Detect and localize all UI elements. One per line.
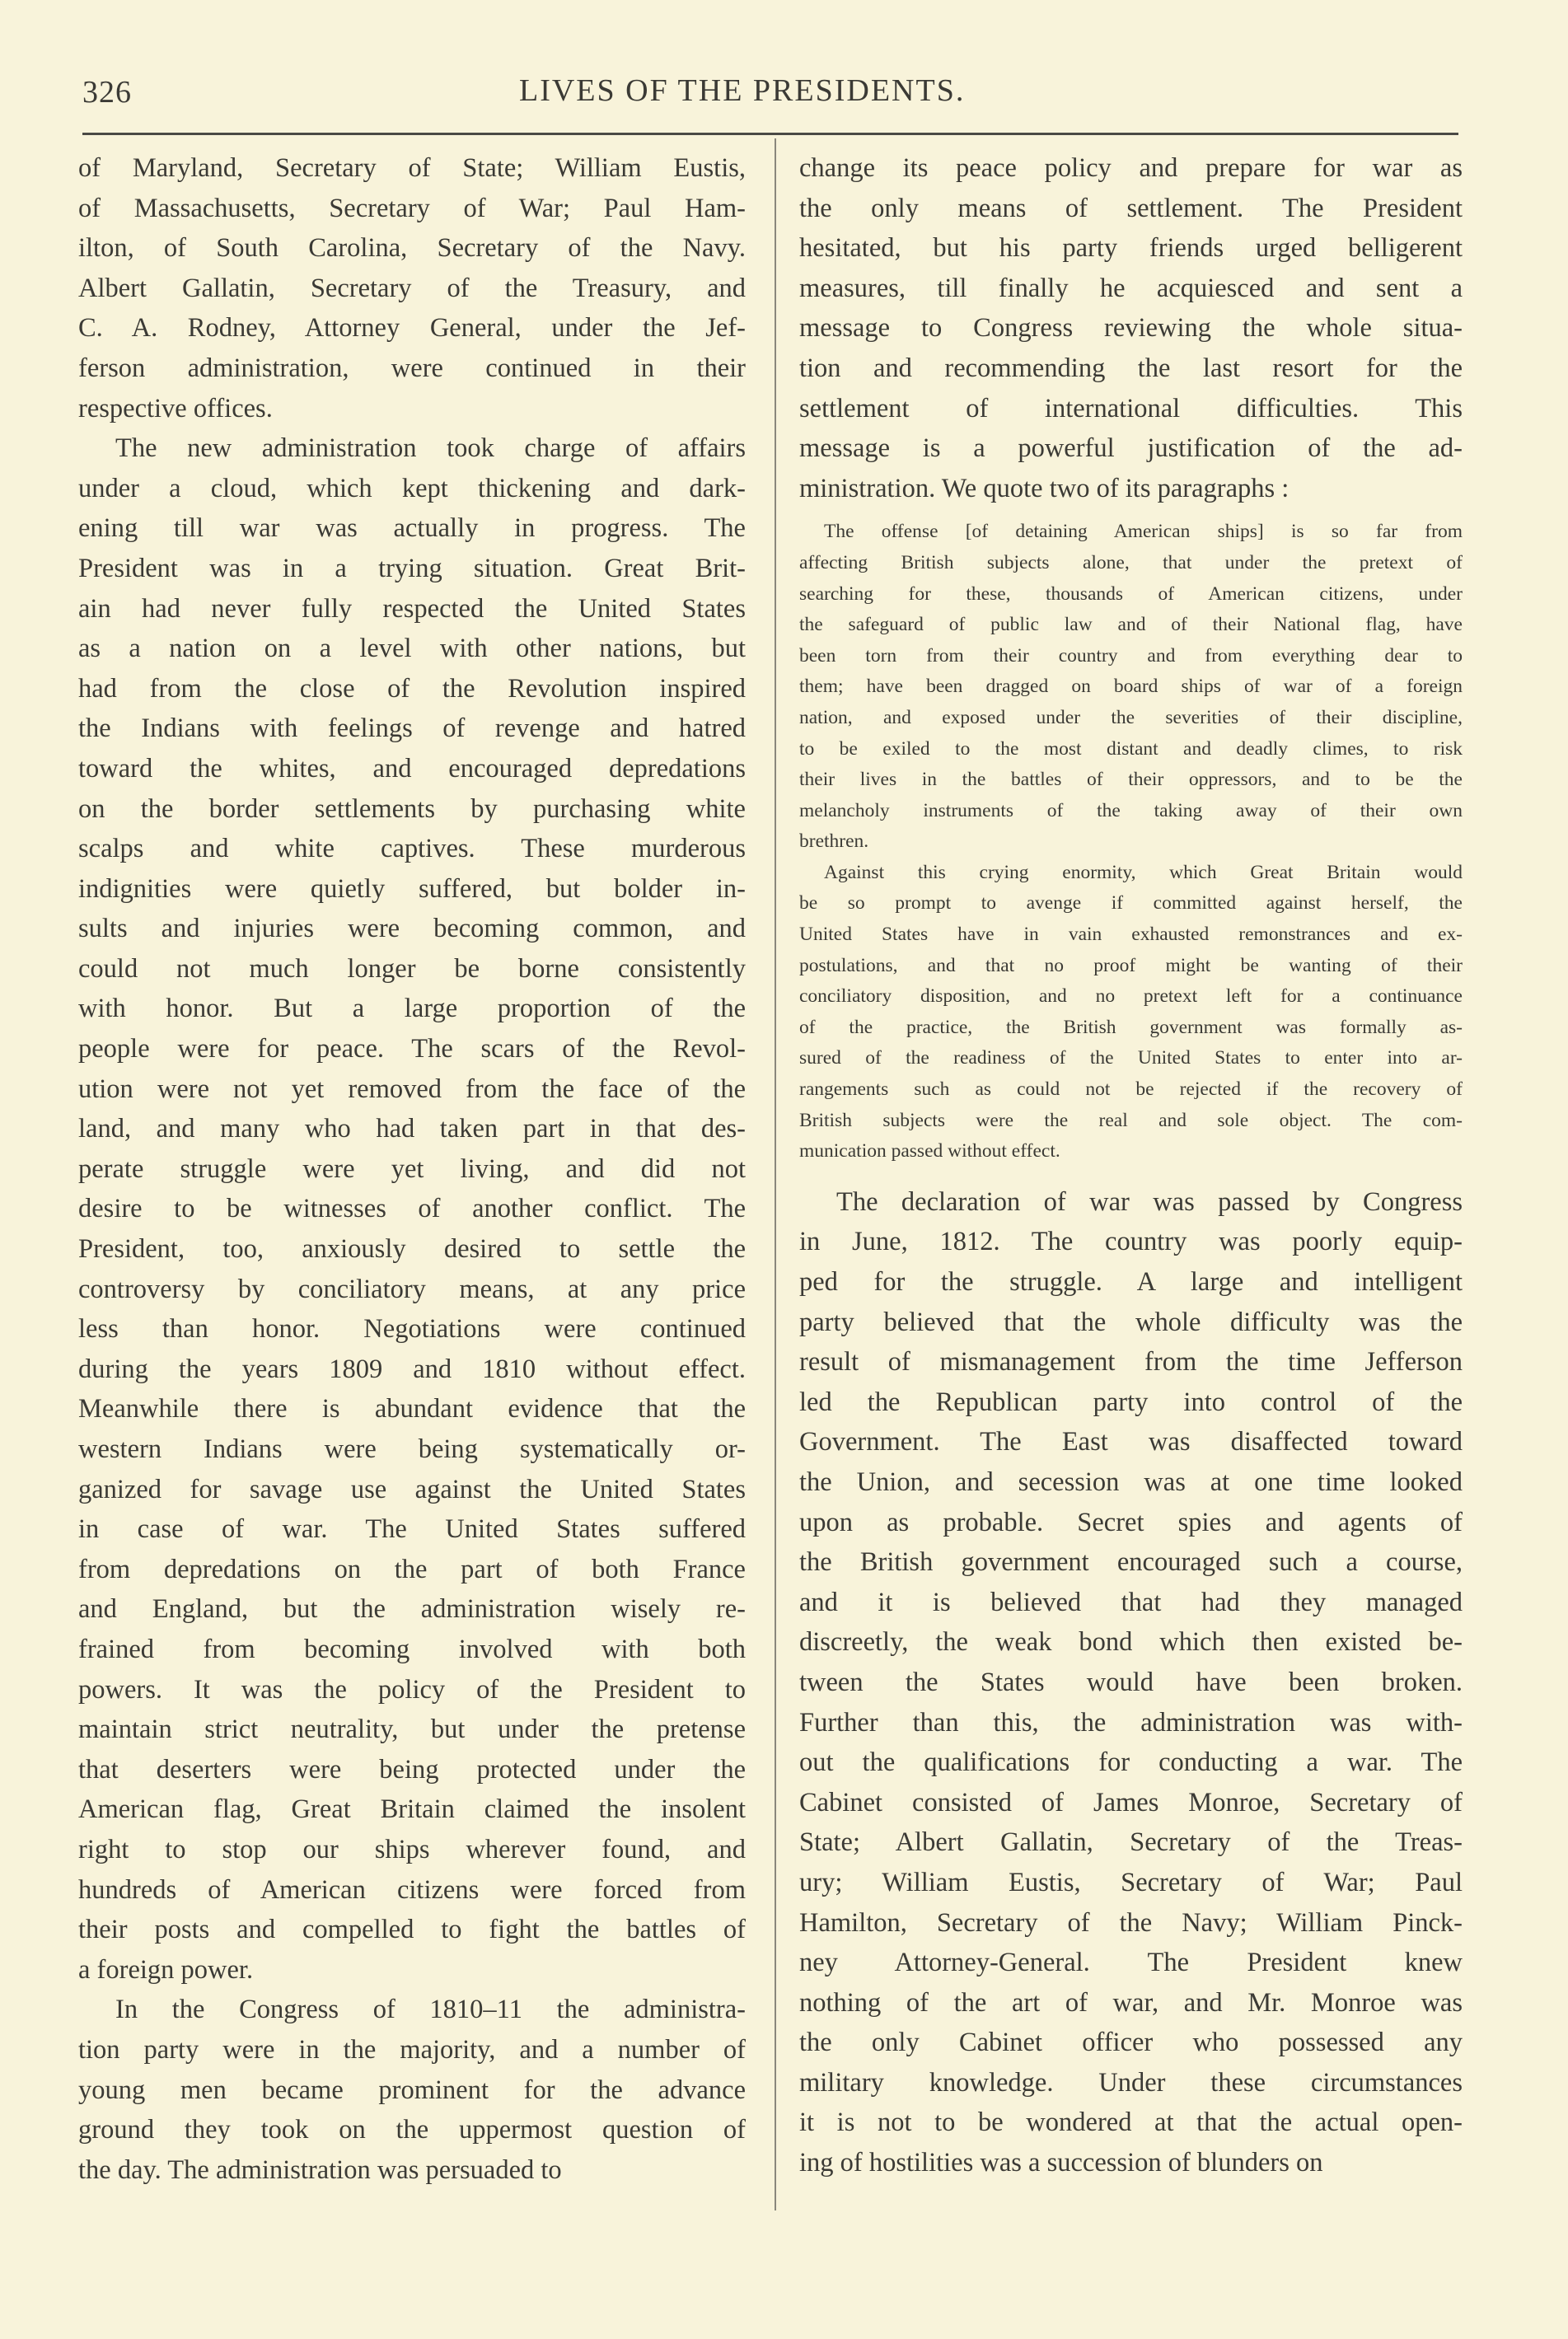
- text-line: The new administration took charge of affairs: [115, 433, 746, 464]
- text-line: sured of the readiness of the United States to enter into ar-: [799, 1047, 1463, 1069]
- text-line: their lives in the battles of their oppressors, and to be the: [799, 769, 1463, 791]
- text-line: tion party were in the majority, and a number of: [78, 2034, 746, 2065]
- text-line: controversy by conciliatory means, at any price: [78, 1274, 746, 1304]
- text-line: ped for the struggle. A large and intelligent: [799, 1267, 1463, 1297]
- text-line: desire to be witnesses of another conflict. The: [78, 1194, 746, 1224]
- text-line: scalps and white captives. These murderous: [78, 834, 746, 864]
- text-line: C. A. Rodney, Attorney General, under the Jef-: [78, 313, 746, 344]
- text-line: nation, and exposed under the severities of their discipline,: [799, 706, 1463, 728]
- text-line: message is a powerful justification of the ad-: [799, 433, 1463, 464]
- text-line: them; have been dragged on board ships of war of a foreign: [799, 676, 1463, 698]
- text-line: powers. It was the policy of the President to: [78, 1674, 746, 1705]
- text-line: frained from becoming involved with both: [78, 1634, 746, 1664]
- text-line: the safeguard of public law and of their National flag, have: [799, 614, 1463, 636]
- left-column: [78, 148, 746, 2190]
- text-line: of Maryland, Secretary of State; William Eustis,: [78, 153, 746, 183]
- text-line: people were for peace. The scars of the Revol-: [78, 1034, 746, 1064]
- text-line: The declaration of war was passed by Congress: [836, 1186, 1463, 1217]
- text-line: a foreign power.: [78, 1954, 254, 1985]
- text-line: ening till war was actually in progress. The: [78, 513, 746, 544]
- text-line: with honor. But a large proportion of the: [78, 994, 746, 1024]
- text-line: In the Congress of 1810–11 the administra-: [115, 1995, 746, 2025]
- text-line: indignities were quietly suffered, but bolder in-: [78, 873, 746, 904]
- text-line: hesitated, but his party friends urged belligerent: [799, 233, 1463, 264]
- text-line: Cabinet consisted of James Monroe, Secretary of: [799, 1787, 1463, 1817]
- right-column: [799, 148, 1463, 2183]
- text-line: be so prompt to avenge if committed against herself, the: [799, 892, 1463, 915]
- text-line: The offense [of detaining American ships] is so far from: [824, 521, 1463, 543]
- text-line: tion and recommending the last resort for the: [799, 353, 1463, 383]
- text-line: the Union, and secession was at one time looked: [799, 1467, 1463, 1497]
- text-line: Albert Gallatin, Secretary of the Treasury, and: [78, 273, 746, 303]
- text-line: on the border settlements by purchasing white: [78, 793, 746, 824]
- text-line: sults and injuries were becoming common, and: [78, 914, 746, 944]
- text-line: Further than this, the administration was with-: [799, 1707, 1463, 1738]
- text-line: young men became prominent for the advance: [78, 2075, 746, 2105]
- text-line: searching for these, thousands of American citizens, under: [799, 582, 1463, 605]
- text-line: hundreds of American citizens were forced from: [78, 1874, 746, 1905]
- text-line: in case of war. The United States suffered: [78, 1514, 746, 1545]
- text-line: ution were not yet removed from the face of the: [78, 1074, 746, 1104]
- text-line: State; Albert Gallatin, Secretary of the Treas-: [799, 1827, 1463, 1858]
- intro-paragraph: [799, 148, 1463, 508]
- text-line: melancholy instruments of the taking away of their own: [799, 799, 1463, 821]
- text-line: from depredations on the part of both France: [78, 1554, 746, 1584]
- text-line: message to Congress reviewing the whole situa-: [799, 313, 1463, 344]
- text-line: discreetly, the weak bond which then existed be-: [799, 1627, 1463, 1658]
- text-line: could not much longer be borne consistently: [78, 953, 746, 984]
- text-line: ganized for savage use against the United States: [78, 1474, 746, 1504]
- text-line: ministration. We quote two of its paragraphs :: [799, 473, 1290, 503]
- text-line: their posts and compelled to fight the battles of: [78, 1915, 746, 1945]
- text-line: led the Republican party into control of the: [799, 1387, 1463, 1417]
- header-rule: [82, 133, 1458, 135]
- text-line: it is not to be wondered at that the actual open-: [799, 2107, 1463, 2138]
- text-line: had from the close of the Revolution inspired: [78, 673, 746, 704]
- running-title: LIVES OF THE PRESIDENTS.: [519, 73, 966, 108]
- text-line: affecting British subjects alone, that under the pretext of: [799, 551, 1463, 573]
- text-line: in June, 1812. The country was poorly equip-: [799, 1227, 1463, 1257]
- page-number: 326: [82, 75, 132, 110]
- text-line: rangements such as could not be rejected if the recovery of: [799, 1078, 1463, 1101]
- text-line: ney Attorney-General. The President knew: [799, 1948, 1463, 1978]
- text-line: President was in a trying situation. Great Brit-: [78, 553, 746, 583]
- text-line: the day. The administration was persuaded to: [78, 2154, 562, 2185]
- text-line: right to stop our ships wherever found, and: [78, 1834, 746, 1864]
- text-line: and it is believed that had they managed: [799, 1587, 1463, 1617]
- text-line: ing of hostilities was a succession of blunders on: [799, 2148, 1323, 2178]
- text-line: American flag, Great Britain claimed the insolent: [78, 1794, 746, 1825]
- text-line: land, and many who had taken part in that des-: [78, 1114, 746, 1144]
- body-paragraph: [799, 1182, 1463, 2183]
- text-line: result of mismanagement from the time Jefferson: [799, 1347, 1463, 1378]
- text-line: Against this crying enormity, which Great Britain would: [824, 861, 1463, 883]
- text-line: perate struggle were yet living, and did not: [78, 1153, 746, 1184]
- text-line: ground they took on the uppermost question of: [78, 2115, 746, 2145]
- text-line: been torn from their country and from everything dear to: [799, 644, 1463, 667]
- text-line: and England, but the administration wisely re-: [78, 1594, 746, 1625]
- text-line: British subjects were the real and sole object. The com-: [799, 1109, 1463, 1131]
- text-line: toward the whites, and encouraged depredations: [78, 753, 746, 784]
- text-line: to be exiled to the most distant and deadly climes, to risk: [799, 737, 1463, 760]
- block-quote: [799, 517, 1463, 1167]
- text-line: the Indians with feelings of revenge and hatred: [78, 713, 746, 744]
- text-line: military knowledge. Under these circumstances: [799, 2067, 1463, 2098]
- text-line: that deserters were being protected under the: [78, 1754, 746, 1785]
- text-line: out the qualifications for conducting a war. The: [799, 1747, 1463, 1778]
- text-line: United States have in vain exhausted remonstrances and ex-: [799, 924, 1463, 946]
- text-line: party believed that the whole difficulty was the: [799, 1307, 1463, 1337]
- text-line: nothing of the art of war, and Mr. Monroe was: [799, 1987, 1463, 2018]
- text-line: respective offices.: [78, 393, 273, 423]
- text-line: of the practice, the British government was formally as-: [799, 1016, 1463, 1038]
- text-line: under a cloud, which kept thickening and dark-: [78, 473, 746, 503]
- text-line: tween the States would have been broken.: [799, 1667, 1463, 1697]
- column-divider: [775, 138, 776, 2210]
- text-line: postulations, and that no proof might be wanting of their: [799, 954, 1463, 976]
- text-line: conciliatory disposition, and no pretext left for a continuance: [799, 985, 1463, 1008]
- text-line: settlement of international difficulties. This: [799, 393, 1463, 423]
- text-line: munication passed without effect.: [799, 1140, 1060, 1162]
- text-line: maintain strict neutrality, but under the pretense: [78, 1714, 746, 1745]
- text-line: ain had never fully respected the United States: [78, 593, 746, 624]
- text-line: western Indians were being systematically or-: [78, 1434, 746, 1464]
- text-line: the British government encouraged such a course,: [799, 1547, 1463, 1578]
- text-line: President, too, anxiously desired to settle the: [78, 1234, 746, 1265]
- text-line: upon as probable. Secret spies and agents of: [799, 1507, 1463, 1537]
- text-line: Hamilton, Secretary of the Navy; William Pinck-: [799, 1907, 1463, 1938]
- text-line: as a nation on a level with other nations, but: [78, 634, 746, 664]
- text-line: less than honor. Negotiations were continued: [78, 1314, 746, 1345]
- text-line: of Massachusetts, Secretary of War; Paul Ham-: [78, 193, 746, 223]
- text-line: Meanwhile there is abundant evidence that the: [78, 1394, 746, 1424]
- text-line: Government. The East was disaffected toward: [799, 1427, 1463, 1457]
- text-line: ferson administration, were continued in their: [78, 353, 746, 383]
- text-line: during the years 1809 and 1810 without effect.: [78, 1354, 746, 1384]
- text-line: the only means of settlement. The President: [799, 193, 1463, 223]
- text-line: change its peace policy and prepare for war as: [799, 153, 1463, 183]
- text-line: ilton, of South Carolina, Secretary of the Navy.: [78, 233, 746, 264]
- text-line: measures, till finally he acquiesced and sent a: [799, 273, 1463, 303]
- text-line: ury; William Eustis, Secretary of War; Paul: [799, 1867, 1463, 1897]
- text-line: the only Cabinet officer who possessed any: [799, 2028, 1463, 2058]
- text-line: brethren.: [799, 830, 869, 853]
